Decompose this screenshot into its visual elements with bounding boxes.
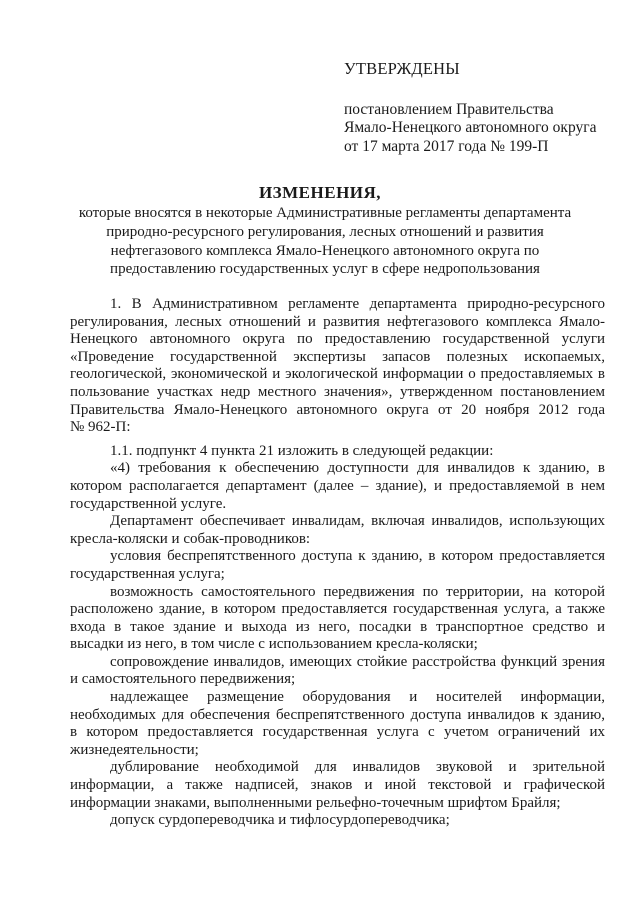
approval-block: [344, 60, 614, 156]
subtitle-line: нефтегазового комплекса Ямало-Ненецкого автономного округа по: [110, 242, 540, 259]
paragraph-line: в котором предоставляется государственная услуга с учетом ограничений их: [70, 724, 605, 741]
paragraph-line: информации, а также надписей, знаков и иной текстовой и графической: [70, 777, 605, 794]
body-paragraph: [70, 689, 605, 759]
paragraph-line: 1. В Административном регламенте департамента природно-ресурсного: [110, 296, 605, 312]
body-paragraph: [70, 513, 605, 548]
body-paragraph: [70, 759, 605, 812]
paragraph-line: высадки из него, в том числе с использованием кресла-коляски;: [70, 636, 478, 653]
paragraph-line: жизнедеятельности;: [70, 741, 199, 758]
paragraph-line: регулирования, лесных отношений и развития нефтегазового комплекса Ямало-: [70, 313, 605, 330]
paragraph-line: и самостоятельного передвижения;: [70, 671, 296, 688]
paragraph-line: государственной услуге.: [70, 495, 227, 512]
subtitle-line: предоставлению государственных услуг в сфере недропользования: [110, 261, 540, 278]
body-paragraph: [70, 584, 605, 654]
body-paragraph: [70, 548, 605, 583]
approval-line: постановлением Правительства: [344, 100, 554, 118]
approval-line: Ямало-Ненецкого автономного округа: [344, 119, 597, 136]
body-paragraph: [70, 654, 605, 689]
paragraph-line: допуск сурдопереводчика и тифлосурдопереводчика;: [110, 812, 450, 829]
paragraph-line: № 962-П:: [70, 419, 131, 436]
paragraph-line: государственная услуга;: [70, 565, 225, 582]
paragraph-line: «Проведение государственной экспертизы запасов полезных ископаемых,: [70, 348, 605, 365]
paragraph-line: кресла-коляски и собак-проводников:: [70, 530, 311, 547]
paragraph-line: надлежащее размещение оборудования и носителей информации,: [110, 689, 605, 706]
body-paragraph: [70, 460, 605, 513]
document-title: ИЗМЕНЕНИЯ,: [258, 183, 382, 202]
paragraph-line: необходимых для обеспечения беспрепятственного доступа инвалидов к зданию,: [70, 706, 605, 723]
subtitle-line: природно-ресурсного регулирования, лесных отношений и развития: [106, 223, 544, 240]
paragraph-line: информации знаками, выполненными рельефно-точечным шрифтом Брайля;: [70, 794, 561, 811]
paragraph-line: пользование участках недр местного значения», утвержденном постановлением: [70, 383, 605, 400]
paragraph-line: сопровождение инвалидов, имеющих стойкие расстройства функций зрения: [110, 653, 605, 670]
document-body: [70, 296, 605, 830]
body-paragraph: [70, 296, 605, 437]
paragraph-line: 1.1. подпункт 4 пункта 21 изложить в следующей редакции:: [110, 442, 494, 459]
paragraph-line: Правительства Ямало-Ненецкого автономного округа от 20 ноября 2012 года: [70, 401, 605, 418]
subtitle-line: которые вносятся в некоторые Административные регламенты департамента: [78, 205, 572, 221]
approved-heading: УТВЕРЖДЕНЫ: [344, 59, 460, 78]
paragraph-line: Департамент обеспечивает инвалидам, включая инвалидов, использующих: [110, 513, 605, 530]
approval-line: от 17 марта 2017 года № 199-П: [344, 137, 549, 155]
paragraph-line: геологической, экономической и экологической информации о предоставляемых в: [70, 366, 605, 383]
paragraph-line: «4) требования к обеспечению доступности для инвалидов к зданию, в: [110, 460, 605, 477]
paragraph-line: входа в такое здание и выхода из него, посадки в транспортное средство и: [70, 618, 605, 635]
body-paragraph: [70, 812, 605, 830]
paragraph-line: котором располагается департамент (далее – здание), и предоставляемой в нем: [70, 477, 605, 494]
paragraph-line: расположено здание, в котором предоставляется государственная услуга, а также: [70, 601, 605, 618]
paragraph-line: дублирование необходимой для инвалидов звуковой и зрительной: [110, 759, 605, 776]
paragraph-line: условия беспрепятственного доступа к зданию, в котором предоставляется: [110, 548, 605, 565]
paragraph-line: возможность самостоятельного передвижения по территории, на которой: [110, 583, 605, 600]
paragraph-line: Ненецкого автономного округа по предоставлению государственной услуги: [70, 331, 605, 348]
document-subtitle: [60, 204, 590, 279]
body-paragraph: [70, 443, 605, 461]
